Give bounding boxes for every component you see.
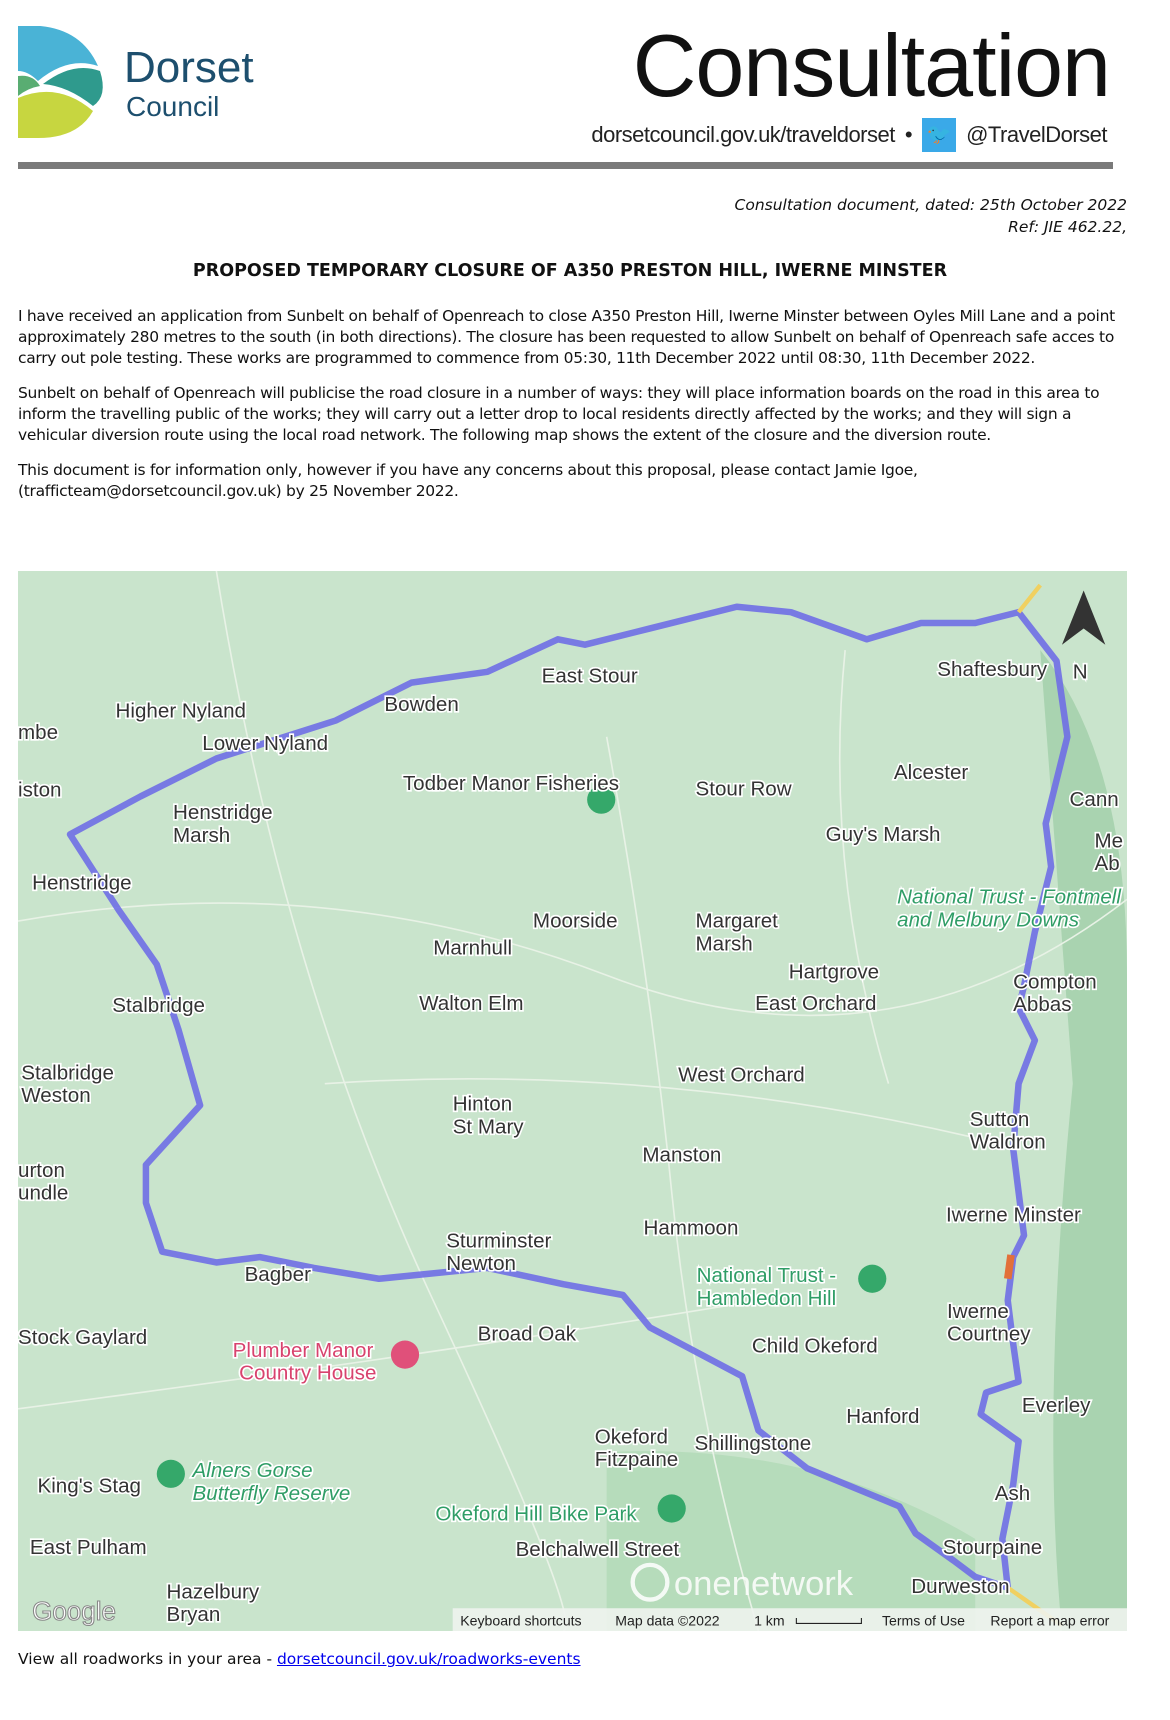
map-label: Stalbridge xyxy=(112,994,205,1018)
map-label: Marnhull xyxy=(433,936,513,960)
map-label: Margaret Marsh xyxy=(695,909,778,956)
page-title: Consultation xyxy=(632,16,1110,115)
footer xyxy=(18,1650,581,1668)
map-label: Manston xyxy=(642,1143,722,1167)
map-label: Iwerne Courtney xyxy=(947,1299,1031,1346)
contact-line xyxy=(591,118,1107,152)
map-label: Alcester xyxy=(893,761,969,785)
poi-label: Alners Gorse Butterfly Reserve xyxy=(192,1459,351,1505)
diversion-map[interactable] xyxy=(18,571,1127,1631)
document-heading: PROPOSED TEMPORARY CLOSURE OF A350 PRESTON HILL, IWERNE MINSTER xyxy=(192,261,948,281)
map-label: Iwerne Minster xyxy=(945,1203,1081,1227)
map-label: Cann xyxy=(1069,788,1119,812)
map-label: Henstridge xyxy=(32,871,132,895)
map-label: urton undle xyxy=(18,1158,69,1205)
map-label: King's Stag xyxy=(37,1474,141,1498)
butterfly-reserve-pin-icon xyxy=(157,1460,185,1488)
map-label: Guy's Marsh xyxy=(825,822,941,846)
map-label: Todber Manor Fisheries xyxy=(402,771,620,795)
body-text xyxy=(18,306,1130,516)
map-label: Henstridge Marsh xyxy=(173,801,273,847)
paragraph-application: I have received an application from Sunbelt on behalf of Openreach to close A350 Preston Hill, Iwerne Minster between Oyles Mill Lane and a point approximately 280 metres to the south (in both directions). The closure has been requested to allow Sunbelt on behalf of Openreach safe acces to carry out pole testing. These works are programmed to commence from 05:30, 11th December 2022 until 08:30, 11th December 2022. xyxy=(18,307,1115,367)
document-meta xyxy=(735,194,1127,238)
map-label: Durweston xyxy=(911,1575,1010,1599)
map-label: mbe xyxy=(18,720,59,744)
dorset-council-logo xyxy=(18,26,113,138)
map-label: Stourpaine xyxy=(942,1536,1043,1560)
map-label: Sutton Waldron xyxy=(969,1107,1046,1154)
poi-label: Plumber Manor Country House xyxy=(232,1338,377,1385)
national-trust-pin-icon xyxy=(858,1265,886,1293)
map-label: Bagber xyxy=(244,1262,311,1286)
map-label: East Orchard xyxy=(755,991,877,1015)
poi-label: Okeford Hill Bike Park xyxy=(435,1502,637,1526)
map-label: Hazelbury Bryan xyxy=(166,1580,260,1627)
keyboard-shortcuts-link[interactable]: Keyboard shortcuts xyxy=(460,1612,582,1629)
map-label: Bowden xyxy=(384,692,459,716)
poi-label: National Trust -Hambledon Hill xyxy=(696,1264,837,1310)
paragraph-publicity: Sunbelt on behalf of Openreach will publicise the road closure in a number of ways: they will place information boards on the road in this area to inform the travelling public of the works; they will carry out a letter drop to local residents directly affected by the works; and they will sign a vehicular diversion route using the local road network. The following map shows the extent of the closure and the diversion route. xyxy=(18,384,1100,444)
scale-label: 1 km xyxy=(754,1612,785,1629)
map-label: Child Okeford xyxy=(751,1334,878,1358)
poi-label: National Trust - Fontmell and Melbury Downs xyxy=(897,885,1121,932)
twitter-icon: 🐦 xyxy=(922,118,956,152)
map-label: Me Ab xyxy=(1094,829,1124,876)
road-closure-segment xyxy=(1008,1255,1011,1279)
website-link[interactable]: dorsetcouncil.gov.uk/traveldorset xyxy=(591,122,895,147)
terms-of-use-link[interactable]: Terms of Use xyxy=(882,1612,965,1629)
twitter-handle[interactable]: @TravelDorset xyxy=(966,122,1107,147)
report-map-error-link[interactable]: Report a map error xyxy=(990,1612,1110,1629)
map-label: Moorside xyxy=(532,909,618,933)
onenetwork-watermark: onenetwork xyxy=(673,1565,854,1604)
google-logo: Google xyxy=(32,1596,116,1627)
document-date: Consultation document, dated: 25th October 2022 xyxy=(734,196,1127,214)
map-label: Higher Nyland xyxy=(115,699,246,723)
brand-name: Dorset xyxy=(124,43,254,92)
header-divider xyxy=(18,162,1113,169)
map-label: Hinton St Mary xyxy=(452,1092,524,1139)
map-label: Belchalwell Street xyxy=(515,1538,680,1562)
map-label: Okeford Fitzpaine xyxy=(594,1425,679,1472)
map-data-label: Map data ©2022 xyxy=(615,1612,720,1629)
map-label: Hartgrove xyxy=(788,960,880,984)
document-ref: Ref: JIE 462.22, xyxy=(1008,218,1127,236)
map-label: Shillingstone xyxy=(694,1431,812,1455)
map-label: Compton Abbas xyxy=(1013,970,1097,1017)
map-label: Sturminster Newton xyxy=(446,1229,552,1276)
roadworks-link[interactable]: dorsetcouncil.gov.uk/roadworks-events xyxy=(276,1650,581,1668)
map-label: West Orchard xyxy=(678,1063,805,1087)
map-label: Everley xyxy=(1021,1394,1091,1418)
footer-text: View all roadworks in your area - xyxy=(18,1650,277,1668)
paragraph-contact: This document is for information only, however if you have any concerns about this proposal, please contact Jamie Igoe, (trafficteam@dorsetcouncil.gov.uk) by 25 November 2022. xyxy=(18,461,918,500)
map-label: Stalbridge Weston xyxy=(21,1061,114,1108)
brand-subname: Council xyxy=(126,91,220,122)
bullet: • xyxy=(904,122,913,147)
map-label: Stour Row xyxy=(695,777,792,801)
map-label: Lower Nyland xyxy=(202,731,329,755)
hotel-pin-icon xyxy=(391,1341,419,1369)
map-label: Walton Elm xyxy=(419,991,524,1015)
map-label: iston xyxy=(18,778,62,802)
bike-park-pin-icon xyxy=(658,1494,686,1522)
map-label: East Stour xyxy=(541,664,638,688)
map-label: Hanford xyxy=(846,1404,920,1428)
map-label: Stock Gaylard xyxy=(18,1325,148,1349)
map-label: Ash xyxy=(994,1481,1031,1505)
map-label: Hammoon xyxy=(643,1216,739,1240)
map-label: Broad Oak xyxy=(477,1322,577,1346)
map-label: East Pulham xyxy=(29,1536,147,1560)
map-label: N xyxy=(1072,660,1088,684)
map-label: Shaftesbury xyxy=(937,658,1048,682)
